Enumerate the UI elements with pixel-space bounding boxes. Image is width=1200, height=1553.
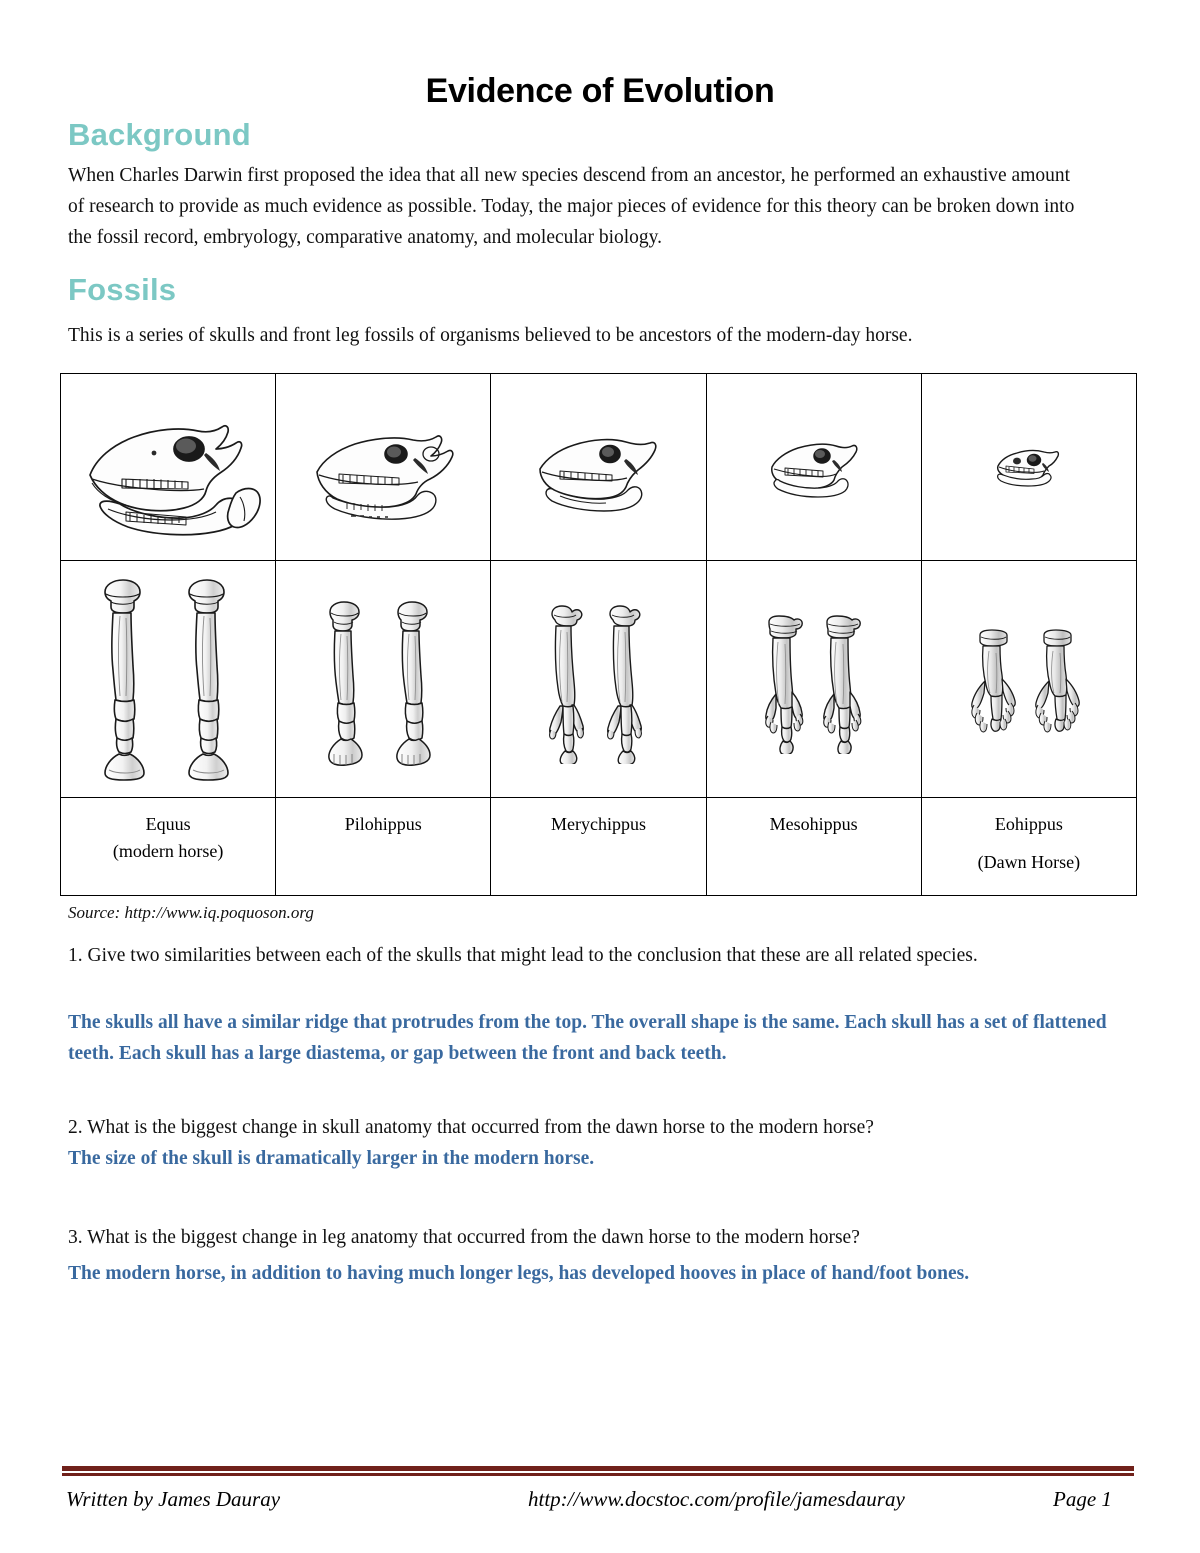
horse-skull-merychippus-icon: [491, 374, 705, 560]
table-cell-leg-merychippus: [491, 561, 706, 798]
table-cell-leg-equus: [61, 561, 276, 798]
horse-skull-eohippus-icon: [922, 374, 1136, 560]
table-cell-label-mesohippus: [706, 798, 921, 896]
species-name-pilohippus: Pilohippus: [344, 814, 422, 834]
table-row-legs: [61, 561, 1137, 798]
table-row-skulls: [61, 374, 1137, 561]
fossil-comparison-table: [60, 373, 1137, 896]
table-cell-skull-mesohippus: [706, 374, 921, 561]
section-heading-fossils: Fossils: [68, 272, 177, 307]
horse-leg-merychippus-icon: [491, 561, 705, 797]
question-2: 2. What is the biggest change in skull anatomy that occurred from the dawn horse to the modern horse?: [68, 1117, 874, 1138]
section-heading-background: Background: [68, 117, 251, 152]
horse-leg-mesohippus-icon: [707, 561, 921, 797]
table-cell-leg-pilohippus: [276, 561, 491, 798]
table-cell-skull-eohippus: [921, 374, 1136, 561]
species-name-eohippus: Eohippus: [994, 814, 1063, 834]
footer-url[interactable]: http://www.docstoc.com/profile/jamesdauray: [528, 1487, 905, 1511]
footer-page-number: Page 1: [1053, 1487, 1112, 1511]
answer-1: The skulls all have a similar ridge that protrudes from the top. The overall shape is the same. Each skull has a set of flattened teeth. Each skull has a large diastema, or gap between the front and back teeth.: [68, 1012, 1107, 1064]
page-title: Evidence of Evolution: [425, 72, 775, 110]
horse-skull-pilohippus-icon: [276, 374, 490, 560]
table-cell-leg-eohippus: [921, 561, 1136, 798]
question-1: 1. Give two similarities between each of the skulls that might lead to the conclusion that these are all related species.: [68, 945, 978, 966]
species-subtitle-eohippus: (Dawn Horse): [977, 852, 1081, 872]
footer-divider: [62, 1466, 1134, 1476]
table-cell-label-pilohippus: [276, 798, 491, 896]
horse-skull-equus-icon: [61, 374, 275, 560]
table-cell-label-eohippus: [921, 798, 1136, 896]
species-name-mesohippus: Mesohippus: [769, 814, 858, 834]
horse-leg-pilohippus-icon: [276, 561, 490, 797]
table-cell-skull-pilohippus: [276, 374, 491, 561]
table-row-labels: [61, 798, 1137, 896]
fossils-intro-paragraph: This is a series of skulls and front leg fossils of organisms believed to be ancestors of the modern-day horse.: [68, 325, 913, 346]
horse-leg-eohippus-icon: [922, 561, 1136, 797]
answer-2: The size of the skull is dramatically larger in the modern horse.: [68, 1148, 595, 1169]
footer-rule-lower: [62, 1473, 1134, 1476]
species-name-merychippus: Merychippus: [550, 814, 646, 834]
footer-author: Written by James Dauray: [66, 1487, 281, 1511]
horse-skull-mesohippus-icon: [707, 374, 921, 560]
horse-leg-equus-icon: [61, 561, 275, 797]
background-paragraph: When Charles Darwin first proposed the idea that all new species descend from an ancestor, he performed an exhaustive amount of research to provide as much evidence as possible. Today, the major pieces of evidence for this theory can be broken down into the fossil record, embryology, comparative anatomy, and molecular biology.: [68, 165, 1075, 248]
answer-3: The modern horse, in addition to having much longer legs, has developed hooves in place of hand/foot bones.: [68, 1263, 970, 1284]
question-3: 3. What is the biggest change in leg anatomy that occurred from the dawn horse to the modern horse?: [68, 1227, 860, 1248]
table-cell-label-equus: [61, 798, 276, 896]
table-cell-leg-mesohippus: [706, 561, 921, 798]
species-name-equus: Equus: [145, 814, 191, 834]
table-cell-label-merychippus: [491, 798, 706, 896]
fossil-table-source: Source: http://www.iq.poquoson.org: [68, 903, 314, 922]
species-subtitle-equus: (modern horse): [112, 841, 224, 861]
table-cell-skull-equus: [61, 374, 276, 561]
table-cell-skull-merychippus: [491, 374, 706, 561]
